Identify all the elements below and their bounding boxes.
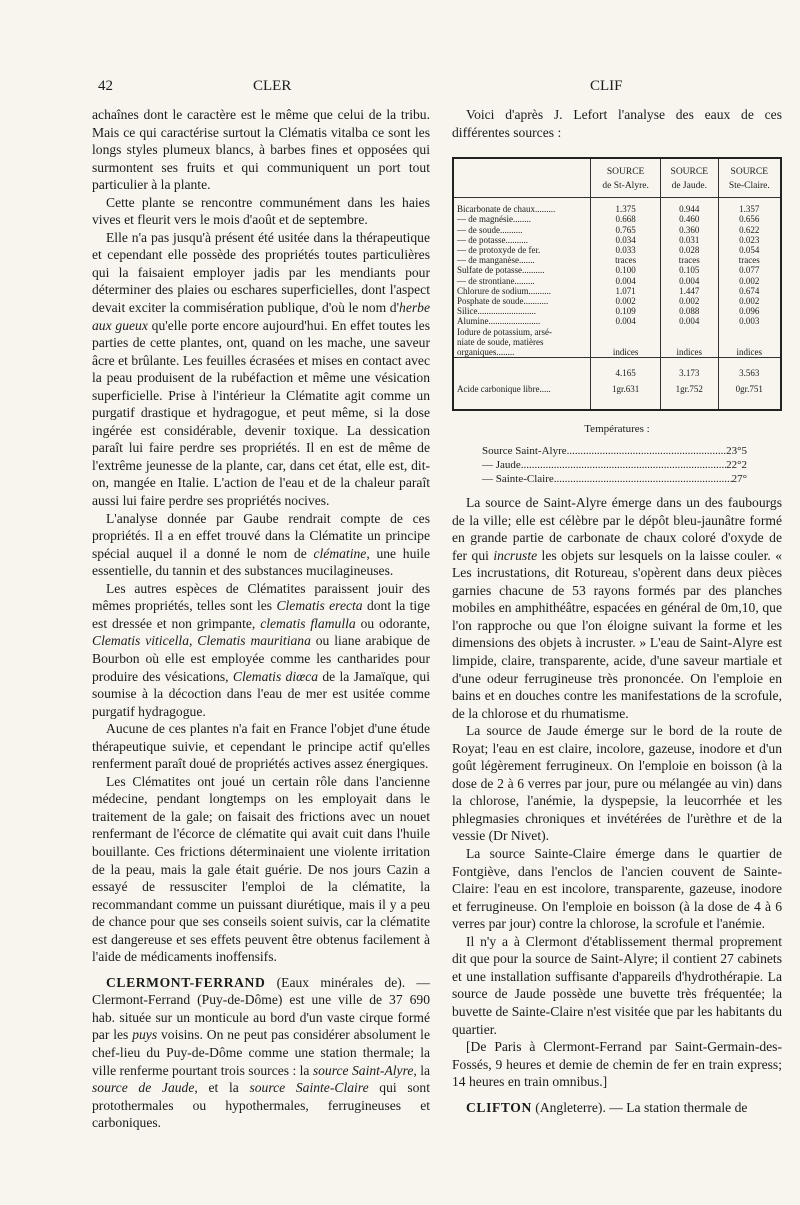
table-row [453, 296, 781, 306]
cell-value: 3.173 [660, 358, 718, 385]
row-label: niate de soude, matières [457, 336, 544, 347]
right-column [452, 106, 782, 1116]
page-number: 42 [98, 78, 113, 94]
cell-value: 1.375 [591, 198, 661, 215]
cell-value: 0.023 [718, 235, 781, 245]
table-row [453, 347, 781, 358]
row-label: — de potasse.......... [457, 234, 528, 245]
cell-value [718, 327, 781, 337]
paragraph: Les Clématites ont joué un certain rôle dans l'ancienne médecine, pendant longtemps on les employait dans le traitement de la gale; on faisait des frictions avec un nouet renfermant de l'écorce de clématite qui avait cuit dans l'huile bouillante. Ces frictions déterminaient une violente irritation de la peau, mais la gale était guérie. De nos jours Cazin a essayé de ressusciter l'emploi de la clématite, la recommandant comme un puissant diurétique, mais il y a peu de chance pour que ses conseils soient suivis, car la clématite est dangereuse et ses effets peuvent être obtenus facilement à l'aide de médicaments inoffensifs. [92, 773, 430, 965]
row-label: Silice.......................... [457, 306, 536, 317]
running-head-left: CLER [253, 78, 292, 94]
row-label [453, 358, 591, 385]
left-column [92, 106, 430, 1132]
table-row [453, 286, 781, 296]
paragraph: Elle n'a pas jusqu'à présent été usitée dans la thérapeutique et cependant elle possède des propriétés toutes particulières qui la faisaient employer jadis par les mendiants pour déterminer des plaies ou eschares superficielles, dont l'aspect devait exciter la commisération publique, d'où le nom d'herbe aux gueux qu'elle porte encore aujourd'hui. En effet toutes les parties de cette plantes, ont, quand on les mache, une saveur âcre et brûlante. Les feuilles écrasées et mises en contact avec la peau produisent de la rubéfaction et même une vésication superficielle. Prise à l'intérieur la Clématite agit comme un purgatif drastique et hydragogue, et peut même, si la dose ingérée est considérable, devenir toxique. La dessication paraît lui faire perdre ses propriétés. Il en est de même de l'extrême jeunesse de la plante, car, dans cet état, elle est, dit-on, mangée en Italie. L'action de l'eau et de la chaleur paraît aussi lui faire perdre ses propriétés nocives. [92, 229, 431, 509]
cell-value: 0.002 [591, 296, 661, 306]
paragraph: Les autres espèces de Clématites paraissent jouir des mêmes propriétés, telles sont les Clematis erecta dont la tige est dressée et non grimpante, clematis flamulla ou odorante, Clematis viticella, Clematis mauritiana ou liane arabique de Bourbon où elle est employée comme les cantharides pour produire des vésications, Clematis diœca de la Jamaïque, qui soumise à la décoction dans l'eau de mer est usitée comme purgatif hydragogue. [92, 580, 431, 719]
cell-value: 4.165 [591, 358, 661, 385]
entry-heading: CLERMONT-FERRAND [106, 974, 266, 990]
temperature-value: 27° [731, 473, 747, 486]
cell-value: indices [718, 347, 781, 358]
row-label: — de soude.......... [457, 224, 523, 235]
cell-value: traces [660, 255, 718, 265]
entry-clifton: CLIFTON (Angleterre). — La station thermale de [466, 1099, 748, 1115]
table-row [453, 214, 781, 224]
temperature-label: — Sainte-Claire [482, 473, 554, 486]
paragraph: La source de Saint-Alyre émerge dans un des faubourgs de la ville; elle est célèbre par le dépôt bleu-jaunâtre formé en grande partie de carbonate de chaux coloré d'oxyde de fer qui incruste les objets sur lesquels on la laisse couler. « Les incrustations, dit Rotureau, s'opèrent dans deux pièces garnies chacune de 53 rayons formés par des planches mobiles en amphithéâtre, espacées en général de 0m,10, que l'on rapproche ou que l'on éloigne suivant la forme et les dimensions des objets à incruster. » L'eau de Saint-Alyre est limpide, claire, transparente, acide, d'une saveur martiale et d'une odeur ferrugineuse très prononcée. On l'emploie en bains et en douches contre les manifestations de la scrofule, de la chlorose et du rhumatisme. [452, 495, 782, 721]
cell-value: 0.004 [591, 316, 661, 326]
cell-value: traces [591, 255, 661, 265]
table-row [453, 337, 781, 347]
row-label: Iodure de potassium, arsé- [457, 326, 552, 337]
table-row [453, 358, 781, 385]
row-label: — de protoxyde de fer. [457, 244, 541, 255]
table-row [453, 316, 781, 326]
cell-value: 0.031 [660, 235, 718, 245]
column-header: SOURCE de Jaude. [660, 158, 718, 198]
cell-value: 0.002 [718, 296, 781, 306]
cell-value: 1gr.752 [660, 384, 718, 409]
paragraph: [De Paris à Clermont-Ferrand par Saint-Germain-des-Fossés, 9 heures et demie de chemin de fer en train express; 14 heures en train omnibus.] [452, 1039, 782, 1090]
cell-value [591, 327, 661, 337]
table-row [453, 265, 781, 275]
cell-value: 0.034 [591, 235, 661, 245]
cell-value: 0.004 [591, 276, 661, 286]
temperature-value: 23°5 [726, 445, 747, 458]
temperatures-title: Températures : [584, 422, 650, 435]
row-label: — de strontiane......... [457, 275, 535, 286]
row-label: Alumine....................... [457, 316, 541, 327]
analysis-table [452, 157, 782, 410]
cell-value [660, 327, 718, 337]
cell-value [591, 337, 661, 347]
paragraph: La source Sainte-Claire émerge dans le quartier de Fontgiève, dans l'enclos de l'ancien couvent de Sainte-Claire: l'eau en est incolore, transparente, gazeuse, inodore et ferrugineuse. On l'emploie en boisson (à la dose de 4 à 6 verres par jour) contre la chlorose, la scrofule et l'anémie. [452, 846, 782, 932]
cell-value: 0.668 [591, 214, 661, 224]
paragraph: Voici d'après J. Lefort l'analyse des eaux de ces différentes sources : [452, 107, 782, 140]
cell-value: indices [591, 347, 661, 358]
cell-value: 0.109 [591, 306, 661, 316]
cell-value: 0.088 [660, 306, 718, 316]
temperature-label: — Jaude [482, 459, 521, 472]
table-row [453, 327, 781, 337]
table-row [453, 235, 781, 245]
temperature-row [482, 472, 747, 486]
cell-value: 1.357 [718, 198, 781, 215]
cell-value: 0.360 [660, 225, 718, 235]
row-label: Bicarbonate de chaux......... [457, 204, 556, 215]
column-header [453, 158, 591, 198]
entry-clermont: CLERMONT-FERRAND (Eaux minérales de). — Clermont-Ferrand (Puy-de-Dôme) est une ville de 37 690 hab. située sur un monticule au bord d'un vaste cirque formé par les puys voisins. On ne peut pas considérer absolument le chef-lieu du Puy-de-Dôme comme une station thermale; la ville renferme pourtant trois sources : la source Saint-Alyre, la source de Jaude, et la source Sainte-Claire qui sont protothermales ou hypothermales, ferrugineuses et carboniques. [92, 974, 430, 1131]
row-label: organiques........ [457, 346, 515, 357]
temperature-label: Source Saint-Alyre [482, 445, 567, 458]
cell-value: 0.033 [591, 245, 661, 255]
table-row [453, 306, 781, 316]
cell-value: 0.674 [718, 286, 781, 296]
cell-value: 0gr.751 [718, 384, 781, 409]
row-label: Sulfate de potasse.......... [457, 265, 545, 276]
table-row [453, 255, 781, 265]
temperature-row [482, 444, 747, 458]
cell-value: 0.460 [660, 214, 718, 224]
paragraph: Cette plante se rencontre communément dans les haies vives et fleurit vers le mois d'août et de septembre. [92, 194, 430, 228]
cell-value: traces [718, 255, 781, 265]
paragraph: La source de Jaude émerge sur le bord de la route de Royat; l'eau en est claire, incolore, gazeuse, inodore et d'un goût légèrement ferrugineux. On l'emploie en boisson (à la dose de 2 à 6 verres par jour, pure ou mélangée au vin) dans la chlorose, l'anémie, la dyspepsie, la leucorrhée et les phlegmasies chroniques et invétérées de l'urèthre et de la vessie (Dr Nivet). [452, 723, 782, 844]
row-label: Chlorure de sodium.......... [457, 285, 551, 296]
leader-dots [554, 472, 732, 486]
cell-value: 0.004 [660, 316, 718, 326]
leader-dots [567, 444, 726, 458]
table-row [453, 198, 781, 215]
table-row [453, 225, 781, 235]
leader-dots [521, 458, 726, 472]
column-header: SOURCE de St-Alyre. [591, 158, 661, 198]
cell-value: indices [660, 347, 718, 358]
cell-value: 0.096 [718, 306, 781, 316]
cell-value [660, 337, 718, 347]
temperature-row [482, 458, 747, 472]
cell-value: 0.656 [718, 214, 781, 224]
table-row [453, 245, 781, 255]
cell-value: 1.447 [660, 286, 718, 296]
temperature-value: 22°2 [726, 459, 747, 472]
running-head-right: CLIF [590, 78, 623, 94]
cell-value: 0.004 [660, 276, 718, 286]
entry-heading: CLIFTON [466, 1099, 532, 1115]
paragraph: Aucune de ces plantes n'a fait en France l'objet d'une étude thérapeutique suivie, et cependant le principe actif qu'elles renferment paraît doué de propriétés actives assez énergiques. [92, 721, 430, 772]
cell-value: 0.003 [718, 316, 781, 326]
cell-value: 0.002 [718, 276, 781, 286]
cell-value: 0.944 [660, 198, 718, 215]
row-label: — de magnésie........ [457, 214, 531, 225]
cell-value: 0.002 [660, 296, 718, 306]
cell-value: 1gr.631 [591, 384, 661, 409]
cell-value: 0.054 [718, 245, 781, 255]
cell-value: 0.077 [718, 265, 781, 275]
column-header: SOURCE Ste-Claire. [718, 158, 781, 198]
cell-value [718, 337, 781, 347]
cell-value: 0.622 [718, 225, 781, 235]
cell-value: 0.100 [591, 265, 661, 275]
paragraph: Il n'y a à Clermont d'établissement thermal proprement dit que pour la source de Saint-Alyre; il contient 27 cabinets et une installation suffisante d'appareils d'hydrothérapie. La source de Jaude possède une buvette très fréquentée; la buvette de Sainte-Claire n'est visitée que par les habitants du quartier. [452, 933, 782, 1037]
table-row [453, 276, 781, 286]
paragraph: L'analyse donnée par Gaube rendrait compte de ces propriétés. Il a en effet trouvé dans la Clématite un principe spécial auquel il a donné le nom de clématine, une huile essentielle, du tannin et des substances mucilagineuses. [92, 510, 430, 579]
cell-value: 0.105 [660, 265, 718, 275]
row-label: — de manganèse....... [457, 255, 535, 266]
row-label: Posphate de soude........... [457, 295, 549, 306]
cell-value: 0.028 [660, 245, 718, 255]
cell-value: 3.563 [718, 358, 781, 385]
row-label: Acide carbonique libre..... [457, 384, 551, 395]
table-row [453, 384, 781, 409]
paragraph: achaînes dont le caractère est le même que celui de la tribu. Mais ce qui caractérise surtout la Clématis vitalba ce sont les longs styles plumeux blancs, à barbes fines et opposées qui surmontent ses fruits et qui communiquent un port tout particulier à la plante. [92, 107, 430, 193]
temperatures-list [482, 444, 747, 486]
cell-value: 0.765 [591, 225, 661, 235]
table-header-row [453, 158, 781, 198]
cell-value: 1.071 [591, 286, 661, 296]
